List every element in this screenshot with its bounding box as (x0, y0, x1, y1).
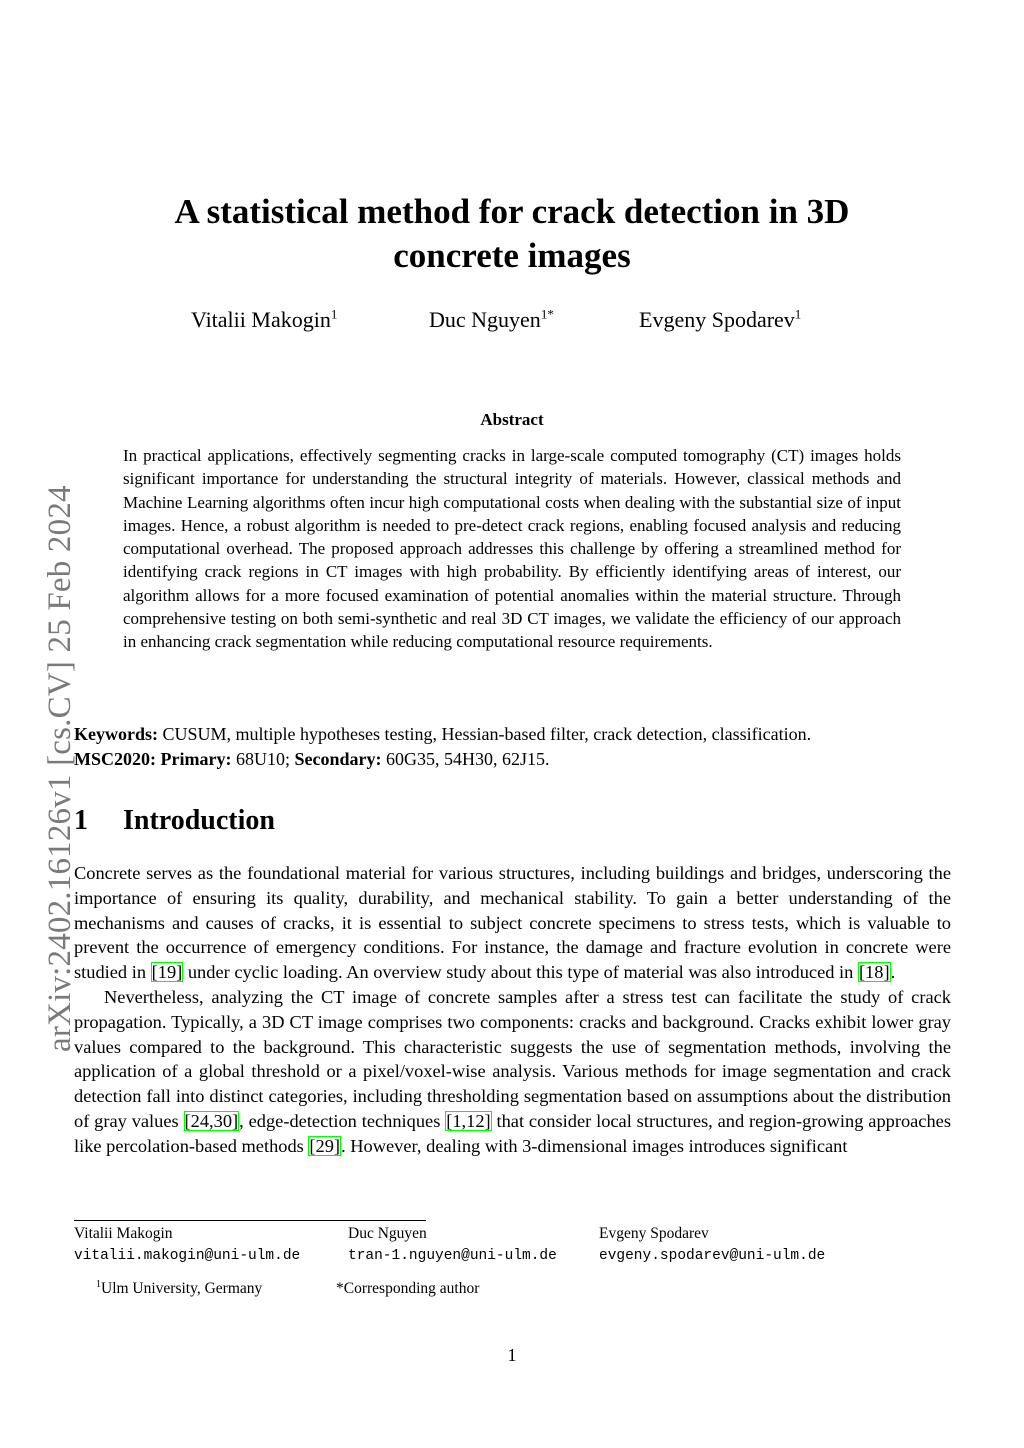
contact-email[interactable]: evgeny.spodarev@uni-ulm.de (599, 1248, 826, 1264)
contact-email[interactable]: vitalii.makogin@uni-ulm.de (74, 1248, 301, 1264)
p2-text-b: , edge-detection techniques (239, 1110, 446, 1131)
arxiv-stamp: arXiv:2402.16126v1 [cs.CV] 25 Feb 2024 (42, 485, 78, 1052)
p1-text-b: under cyclic loading. An overview study about this type of material was also introduced in (183, 962, 858, 983)
p2-text-d: . However, dealing with 3-dimensional images introduces significant (341, 1135, 848, 1156)
contact-name: Duc Nguyen (348, 1225, 427, 1242)
citation-link[interactable]: [29] (309, 1135, 341, 1156)
author-1-name: Vitalii Makogin (191, 307, 331, 332)
msc-primary: 68U10; (231, 749, 295, 769)
msc-line (74, 747, 954, 771)
footnote-contact-1 (74, 1223, 300, 1267)
intro-paragraph-1 (74, 861, 951, 985)
msc-primary-label: Primary: (160, 749, 232, 769)
msc-secondary-label: Secondary: (294, 749, 382, 769)
citation-link[interactable]: [19] (151, 962, 183, 983)
corresponding-note: *Corresponding author (336, 1280, 480, 1297)
intro-paragraph-2 (74, 985, 951, 1159)
p1-text-a: Concrete serves as the foundational material for various structures, including buildings and bridges, underscoring the importance of ensuring its quality, durability, and mechanical stability. To gain a better understanding of the mechanisms and causes of cracks, it is essential to subject concrete specimens to stress tests, which is valuable to prevent the occurrence of emergency conditions. For instance, the damage and fracture evolution in concrete were studied in (74, 863, 951, 983)
msc-secondary: 60G35, 54H30, 62J15. (381, 749, 550, 769)
section-number: 1 (74, 805, 88, 836)
author-3 (639, 307, 801, 333)
citation-link[interactable]: [18] (858, 962, 890, 983)
section-title: Introduction (123, 805, 275, 836)
author-3-mark: 1 (794, 306, 802, 322)
p2-text-c: that consider local structures, and region-growing approaches like percolation-based methods (74, 1110, 951, 1156)
author-2-name: Duc Nguyen (429, 307, 541, 332)
abstract-heading: Abstract (480, 410, 544, 429)
contact-name: Evgeny Spodarev (599, 1225, 709, 1242)
msc-label: MSC2020: (74, 749, 156, 769)
author-2 (429, 307, 554, 333)
affiliation-text: Ulm University, Germany (101, 1280, 263, 1297)
keywords-line (74, 722, 954, 746)
contact-email[interactable]: tran-1.nguyen@uni-ulm.de (348, 1248, 557, 1264)
author-1-mark: 1 (330, 306, 338, 322)
footnote-rule (74, 1220, 426, 1221)
contact-name: Vitalii Makogin (74, 1225, 173, 1242)
affiliation-note (96, 1280, 262, 1298)
keywords-text: CUSUM, multiple hypotheses testing, Hessian-based filter, crack detection, classification. (158, 724, 812, 744)
footnote-contact-2 (348, 1223, 557, 1267)
keywords-label: Keywords: (74, 724, 158, 744)
section-heading (74, 805, 275, 837)
p1-text-c: . (890, 962, 896, 983)
abstract-text: In practical applications, effectively segmenting cracks in large-scale computed tomography (CT) images holds significant importance for understanding the structural integrity of materials. However, classical methods and Machine Learning algorithms often incur high computational costs when dealing with the substantial size of input images. Hence, a robust algorithm is needed to pre-detect crack regions, enabling focused analysis and reducing computational overhead. The proposed approach addresses this challenge by offering a streamlined method for identifying crack regions in CT images with high probability. By efficiently identifying areas of interest, our algorithm allows for a more focused examination of potential anomalies within the material structure. Through comprehensive testing on both semi-synthetic and real 3D CT images, we validate the efficiency of our approach in enhancing crack segmentation while reducing computational resource requirements. (123, 446, 901, 652)
paper-title (0, 190, 1024, 278)
p2-text-a: Nevertheless, analyzing the CT image of concrete samples after a stress test can facilitate the study of crack propagation. Typically, a 3D CT image comprises two components: cracks and background. Cracks exhibit lower gray values compared to the background. This characteristic suggests the use of segmentation methods, involving the application of a global threshold or a pixel/voxel-wise analysis. Various methods for image segmentation and crack detection fall into distinct categories, including thresholding segmentation based on assumptions about the distribution of gray values (74, 986, 951, 1131)
page-number: 1 (507, 1345, 517, 1365)
author-3-name: Evgeny Spodarev (639, 307, 795, 332)
citation-link[interactable]: [1,12] (446, 1110, 491, 1131)
author-1 (191, 307, 337, 333)
title-line-2: concrete images (393, 236, 631, 275)
citation-link[interactable]: [24,30] (184, 1110, 239, 1131)
title-line-1: A statistical method for crack detection in 3D (174, 192, 850, 231)
footnote-contact-3 (599, 1223, 825, 1267)
author-2-mark: 1* (540, 306, 554, 322)
affiliation-mark: 1 (96, 1278, 101, 1290)
intro-body (74, 861, 951, 1159)
